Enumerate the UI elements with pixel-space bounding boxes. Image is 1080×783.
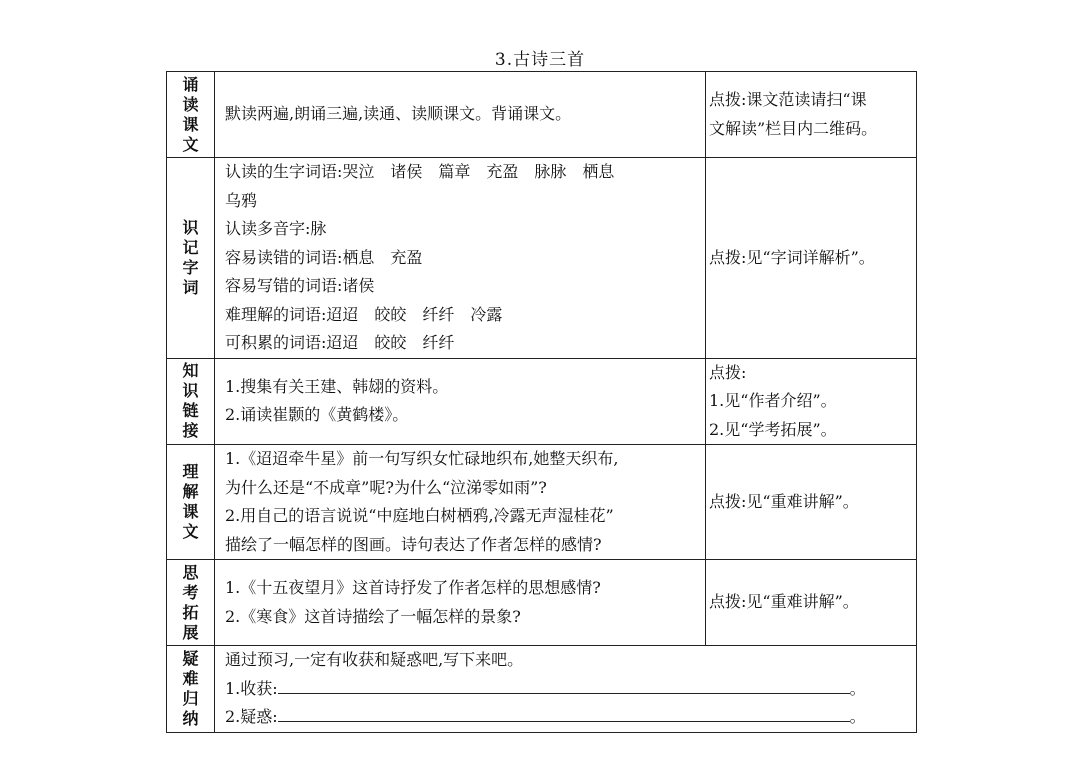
table-row xyxy=(167,158,917,359)
summary-content xyxy=(215,646,917,733)
row-heading: 知 识 链 接 xyxy=(167,358,215,445)
row-content: 默读两遍,朗诵三遍,读通、读顺课文。背诵课文。 xyxy=(215,72,706,158)
table-row xyxy=(167,646,917,733)
row-heading: 疑 难 归 纳 xyxy=(167,646,215,733)
row-content: 1.《十五夜望月》这首诗抒发了作者怎样的思想感情? 2.《寒食》这首诗描绘了一幅怎样的景象? xyxy=(215,560,706,646)
doubt-label: 2.疑惑: xyxy=(225,707,278,726)
summary-intro: 通过预习,一定有收获和疑惑吧,写下来吧。 xyxy=(225,650,524,669)
table-row xyxy=(167,72,917,158)
doubt-answer-blank[interactable] xyxy=(278,703,850,722)
row-heading: 理 解 课 文 xyxy=(167,445,215,560)
harvest-line xyxy=(225,675,910,704)
harvest-label: 1.收获: xyxy=(225,678,278,698)
page-title: 3.古诗三首 xyxy=(494,50,586,70)
harvest-answer-blank[interactable] xyxy=(278,675,850,694)
row-content: 1.《迢迢牵牛星》前一句写织女忙碌地织布,她整天织布, 为什么还是“不成章”呢?为什么“泣涕零如雨”? 2.用自己的语言说说“中庭地白树栖鸦,冷露无声湿桂花” 描绘了一幅怎样的图画。诗句表达了作者怎样的感情? xyxy=(215,445,706,560)
row-tip: 点拨: 1.见“作者介绍”。 2.见“学考拓展”。 xyxy=(706,358,917,445)
row-heading: 思 考 拓 展 xyxy=(167,560,215,646)
preview-table xyxy=(166,71,917,733)
row-heading: 识 记 字 词 xyxy=(167,158,215,359)
row-content: 1.搜集有关王建、韩翃的资料。 2.诵读崔颢的《黄鹤楼》。 xyxy=(215,358,706,445)
table-row xyxy=(167,560,917,646)
row-tip: 点拨:见“重难讲解”。 xyxy=(706,560,917,646)
row-heading: 诵 读 课 文 xyxy=(167,72,215,158)
doubt-end-mark: 。 xyxy=(849,707,866,726)
row-tip: 点拨:课文范读请扫“课 文解读”栏目内二维码。 xyxy=(706,72,917,158)
harvest-end-mark: 。 xyxy=(849,678,866,698)
row-content: 认读的生字词语:哭泣 诸侯 篇章 充盈 脉脉 栖息 乌鸦 认读多音字:脉 容易读错的词语:栖息 充盈 容易写错的词语:诸侯 难理解的词语:迢迢 皎皎 纤纤 冷露 可积累的词语:迢迢 皎皎 纤纤 xyxy=(215,158,706,359)
row-tip: 点拨:见“字词详解析”。 xyxy=(706,158,917,359)
doubt-line xyxy=(225,703,910,732)
table-row xyxy=(167,358,917,445)
table-row xyxy=(167,445,917,560)
row-tip: 点拨:见“重难讲解”。 xyxy=(706,445,917,560)
